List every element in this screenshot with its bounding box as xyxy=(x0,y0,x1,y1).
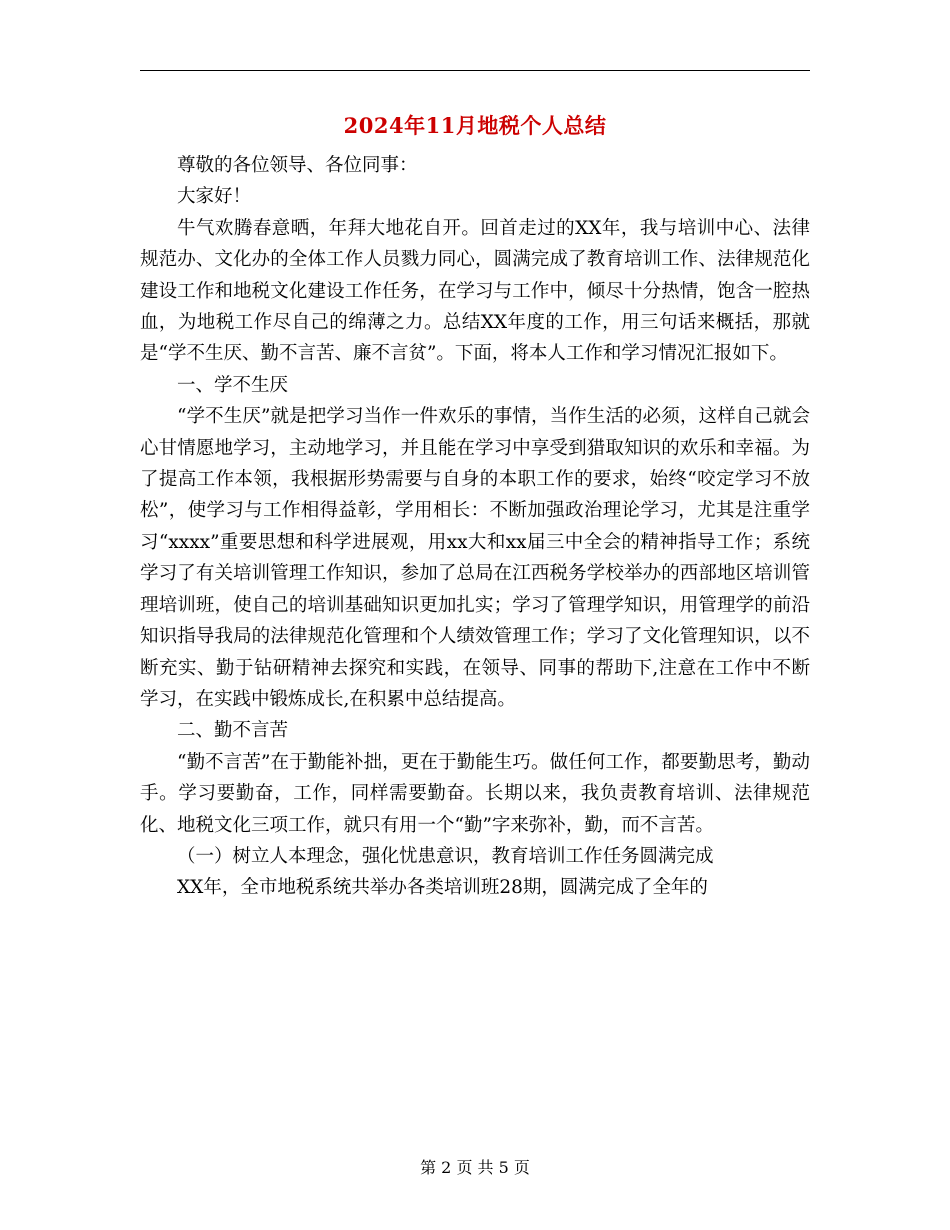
document-body xyxy=(140,150,810,904)
greeting: 大家好！ xyxy=(177,186,252,208)
section-1-paragraph: “学不生厌”就是把学习当作一件欢乐的事情，当作生活的必须，这样自己就会心甘情愿地学习，主动地学习，并且能在学习中享受到猎取知识的欢乐和幸福。为了提高工作本领，我根据形势需要与自身的本职工作的要求，始终“咬定学习不放松”，使学习与工作相得益彰，学用相长：不断加强政治理论学习，尤其是注重学习“xxxx”重要思想和科学进展观，用xx大和xx届三中全会的精神指导工作；系统学习了有关培训管理工作知识，参加了总局在江西税务学校举办的西部地区培训管理培训班，使自己的培训基础知识更加扎实；学习了管理学知识，用管理学的前沿知识指导我局的法律规范化管理和个人绩效管理工作；学习了文化管理知识，以不断充实、勤于钻研精神去探究和实践，在领导、同事的帮助下,注意在工作中不断学习，在实践中锻炼成长,在积累中总结提高。 xyxy=(140,406,810,710)
document-title: 2024年11月地税个人总结 xyxy=(343,113,607,138)
intro-paragraph: 牛气欢腾春意晒，年拜大地花自开。回首走过的XX年，我与培训中心、法律规范办、文化办的全体工作人员戮力同心，圆满完成了教育培训工作、法律规范化建设工作和地税文化建设工作任务，在学习与工作中，倾尽十分热情，饱含一腔热血，为地税工作尽自己的绵薄之力。总结XX年度的工作，用三句话来概括，那就是“学不生厌、勤不言苦、廉不言贫”。下面，将本人工作和学习情况汇报如下。 xyxy=(140,217,810,365)
page-footer: 第 2 页 共 5 页 xyxy=(420,1158,530,1177)
header-rule xyxy=(140,70,810,71)
subsection-1-paragraph: XX年，全市地税系统共举办各类培训班28期，圆满完成了全年的 xyxy=(177,877,708,899)
section-heading-1: 一、学不生厌 xyxy=(177,374,289,396)
section-heading-2: 二、勤不言苦 xyxy=(177,720,289,742)
salutation: 尊敬的各位领导、各位同事： xyxy=(177,155,418,176)
section-2-paragraph: “勤不言苦”在于勤能补拙，更在于勤能生巧。做任何工作，都要勤思考，勤动手。学习要勤奋，工作，同样需要勤奋。长期以来，我负责教育培训、法律规范化、地税文化三项工作，就只有用一个“勤”字来弥补，勤，而不言苦。 xyxy=(140,751,810,836)
subsection-heading-1: （一）树立人本理念，强化忧患意识，教育培训工作任务圆满完成 xyxy=(177,845,714,867)
